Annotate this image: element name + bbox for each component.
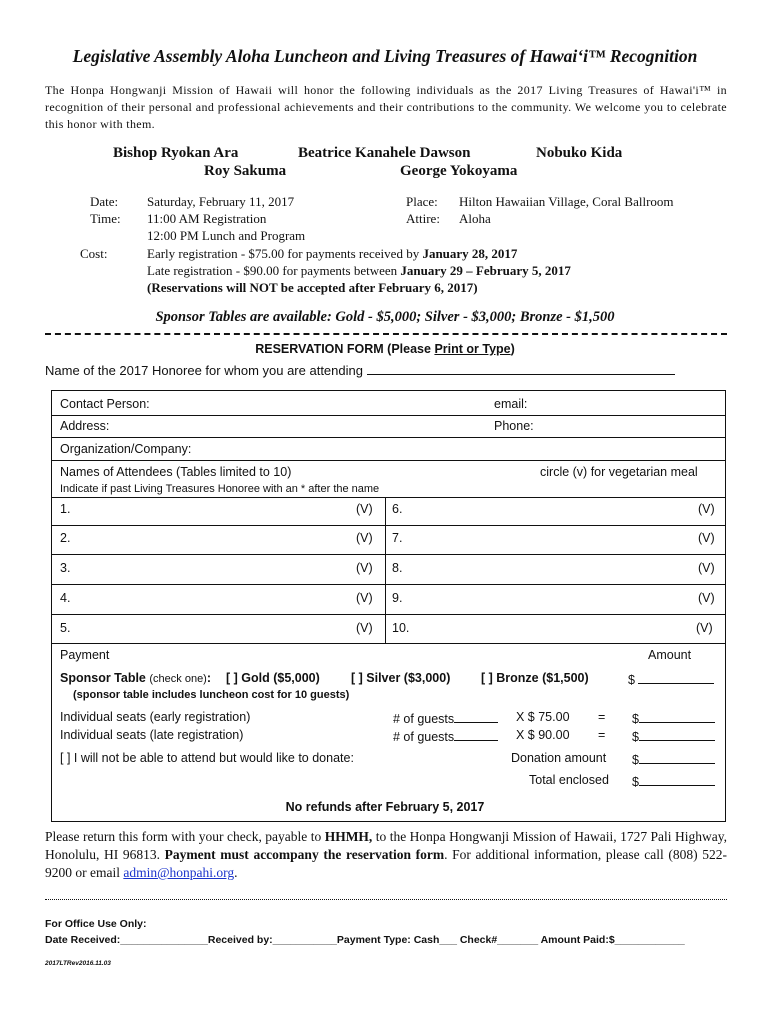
sponsor-amount-field[interactable]: $	[628, 671, 714, 687]
event-attire: Aloha	[459, 211, 491, 226]
divider	[52, 437, 725, 438]
late-guests-field[interactable]: # of guests	[393, 728, 498, 744]
email-label: email:	[494, 397, 528, 411]
cost-label: Cost:	[80, 246, 108, 261]
intro-paragraph: The Honpa Hongwanji Mission of Hawaii will honor the following individuals as the 2017 Living Treasures of Hawai'i™ in recognition of their personal and professional achievements and their contributions to the community. We welcome you to celebrate this honor with them.	[45, 83, 727, 131]
sponsor-table-row: Sponsor Table (check one):	[60, 671, 212, 685]
divider	[52, 525, 725, 526]
honoree-name: Beatrice Kanahele Dawson	[298, 145, 471, 161]
attendees-label: Names of Attendees (Tables limited to 10)	[60, 465, 292, 479]
attire-label: Attire:	[406, 211, 440, 226]
address-label: Address:	[60, 419, 110, 433]
attendee-number: 10.	[392, 621, 410, 635]
early-guests-field[interactable]: # of guests	[393, 710, 498, 726]
honoree-name: George Yokoyama	[400, 163, 518, 179]
page-title: Legislative Assembly Aloha Luncheon and Living Treasures of Hawai‘i™ Recognition	[72, 46, 698, 66]
vegetarian-option[interactable]: (V)	[698, 502, 715, 516]
amount-label: Amount	[648, 648, 692, 662]
early-seats-label: Individual seats (early registration)	[60, 710, 251, 724]
vegetarian-option[interactable]: (V)	[698, 591, 715, 605]
event-place: Hilton Hawaiian Village, Coral Ballroom	[459, 194, 674, 209]
divider	[52, 415, 725, 416]
event-date: Saturday, February 11, 2017	[147, 194, 295, 209]
equals-sign: =	[598, 728, 606, 742]
donation-amount-field[interactable]: $	[632, 751, 715, 767]
time-label: Time:	[90, 211, 121, 226]
organization-label: Organization/Company:	[60, 442, 192, 456]
attendee-number: 6.	[392, 502, 403, 516]
reservation-deadline: (Reservations will NOT be accepted after February 6, 2017)	[147, 280, 478, 295]
sponsor-table-note: (sponsor table includes luncheon cost for 10 guests)	[73, 689, 350, 701]
phone-field[interactable]	[542, 417, 720, 435]
phone-label: Phone:	[494, 419, 534, 433]
late-amount-field[interactable]: $	[632, 728, 715, 744]
event-time-program: 12:00 PM Lunch and Program	[147, 228, 306, 243]
honoree-name: Roy Sakuma	[204, 163, 287, 179]
contact-person-field[interactable]	[160, 393, 480, 413]
vegetarian-option[interactable]: (V)	[356, 561, 373, 575]
email-field[interactable]	[535, 393, 720, 413]
divider	[52, 584, 725, 585]
attendee-number: 9.	[392, 591, 403, 605]
attendee-number: 5.	[60, 621, 71, 635]
divider	[52, 554, 725, 555]
early-amount-field[interactable]: $	[632, 710, 715, 726]
form-revision-code: 2017LTRev2016.11.03	[45, 960, 111, 967]
honoree-name: Nobuko Kida	[536, 145, 623, 161]
contact-person-label: Contact Person:	[60, 397, 150, 411]
organization-field[interactable]	[210, 439, 720, 458]
office-use-fields: Date Received:_______________Received by:___________Payment Type: Cash___ Check#_______ Amount Paid:$____________	[45, 934, 685, 946]
vegetarian-option[interactable]: (V)	[356, 531, 373, 545]
reservation-form-title: RESERVATION FORM (Please Print or Type)	[255, 342, 515, 356]
honoree-indicator-instruction: Indicate if past Living Treasures Honoree with an * after the name	[60, 483, 380, 495]
column-divider	[385, 497, 386, 643]
attendee-number: 8.	[392, 561, 403, 575]
address-field[interactable]	[120, 417, 480, 435]
contact-email-link[interactable]: admin@honpahi.org	[123, 865, 235, 880]
late-seat-price: X $ 90.00	[516, 728, 570, 742]
vegetarian-option[interactable]: (V)	[356, 621, 373, 635]
late-seats-label: Individual seats (late registration)	[60, 728, 244, 742]
sponsor-tables-line: Sponsor Tables are available: Gold - $5,000; Silver - $3,000; Bronze - $1,500	[155, 309, 615, 325]
no-refunds-notice: No refunds after February 5, 2017	[285, 800, 485, 814]
honoree-field	[45, 362, 675, 378]
total-enclosed-field[interactable]: $	[632, 773, 715, 789]
attendee-number: 2.	[60, 531, 71, 545]
place-label: Place:	[406, 194, 438, 209]
bronze-option-checkbox[interactable]: [ ] Bronze ($1,500)	[481, 671, 589, 685]
attendee-number: 4.	[60, 591, 71, 605]
payment-label: Payment	[60, 648, 110, 662]
attendee-number: 1.	[60, 502, 71, 516]
vegetarian-instruction: circle (v) for vegetarian meal	[540, 465, 698, 479]
honoree-input-line[interactable]	[367, 362, 675, 375]
divider	[52, 460, 725, 461]
cut-line	[45, 333, 727, 335]
donation-amount-label: Donation amount	[511, 751, 607, 765]
return-instructions: Please return this form with your check, payable to HHMH, to the Honpa Hongwanji Mission of Hawaii, 1727 Pali Highway, Honolulu, HI 96813. Payment must accompany the reservation form. For additional information, please call (808) 522-9200 or email admin@honpahi.org.	[45, 829, 727, 880]
divider	[52, 614, 725, 615]
vegetarian-option[interactable]: (V)	[696, 621, 713, 635]
honoree-name: Bishop Ryokan Ara	[113, 145, 239, 161]
attendee-number: 3.	[60, 561, 71, 575]
date-label: Date:	[90, 194, 119, 209]
divider	[52, 497, 725, 498]
total-enclosed-label: Total enclosed	[529, 773, 609, 787]
silver-option-checkbox[interactable]: [ ] Silver ($3,000)	[351, 671, 451, 685]
attendee-number: 7.	[392, 531, 403, 545]
early-seat-price: X $ 75.00	[516, 710, 570, 724]
event-time-registration: 11:00 AM Registration	[147, 211, 267, 226]
early-registration-cost: Early registration - $75.00 for payments received by January 28, 2017	[147, 246, 518, 261]
vegetarian-option[interactable]: (V)	[698, 561, 715, 575]
late-registration-cost: Late registration - $90.00 for payments between January 29 – February 5, 2017	[147, 263, 571, 278]
vegetarian-option[interactable]: (V)	[698, 531, 715, 545]
vegetarian-option[interactable]: (V)	[356, 502, 373, 516]
honoree-field-label: Name of the 2017 Honoree for whom you are attending	[45, 363, 363, 378]
office-use-heading: For Office Use Only:	[45, 918, 147, 930]
equals-sign: =	[598, 710, 606, 724]
vegetarian-option[interactable]: (V)	[356, 591, 373, 605]
divider	[52, 643, 725, 644]
office-divider	[45, 899, 727, 900]
gold-option-checkbox[interactable]: [ ] Gold ($5,000)	[226, 671, 320, 685]
donate-checkbox[interactable]: [ ] I will not be able to attend but would like to donate:	[60, 751, 354, 765]
